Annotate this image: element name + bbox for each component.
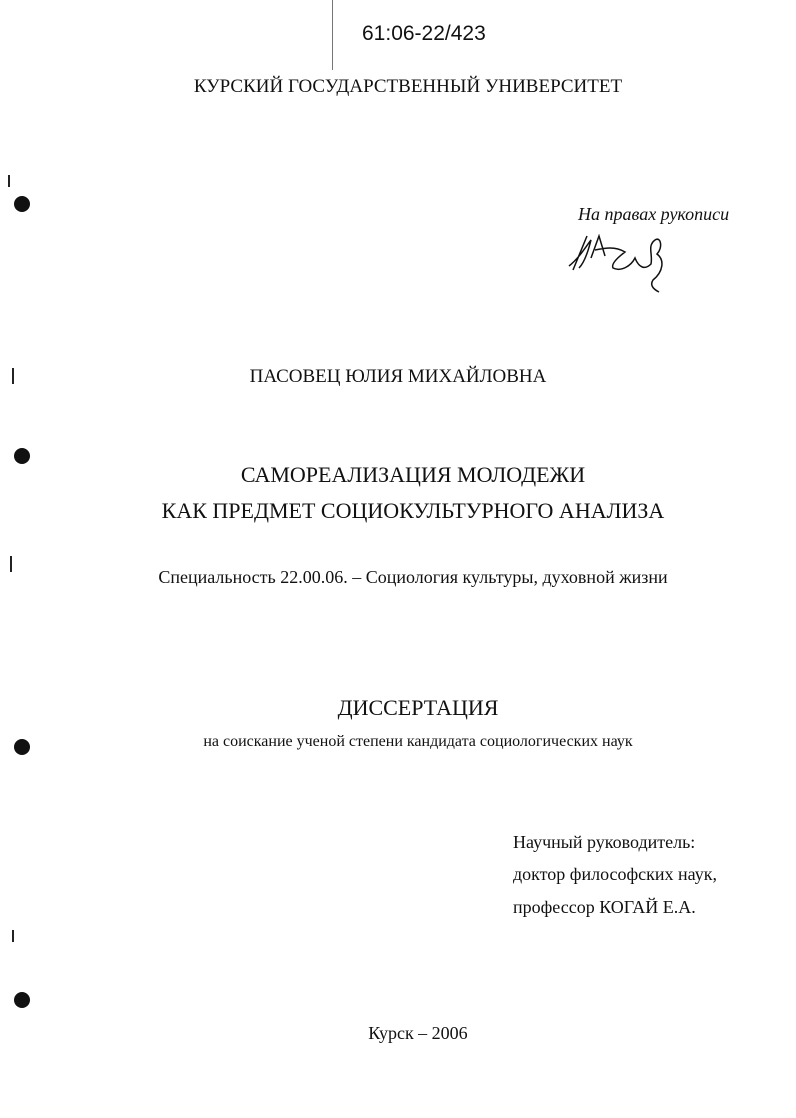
supervisor-degree: доктор философских наук,	[513, 864, 717, 884]
supervisor-label: Научный руководитель:	[513, 832, 696, 852]
document-type: ДИССЕРТАЦИЯ	[337, 695, 499, 720]
title-line-2: КАК ПРЕДМЕТ СОЦИОКУЛЬТУРНОГО АНАЛИЗА	[161, 498, 665, 523]
binder-hole	[14, 739, 30, 755]
scan-mark	[12, 368, 14, 384]
specialty: Специальность 22.00.06. – Социология культуры, духовной жизни	[158, 567, 668, 587]
scan-line	[332, 0, 333, 70]
author-name: ПАСОВЕЦ ЮЛИЯ МИХАЙЛОВНА	[249, 366, 547, 387]
scan-mark	[12, 930, 14, 942]
archive-code: 61:06-22/423	[362, 22, 486, 45]
degree: на соискание ученой степени кандидата социологических наук	[203, 733, 633, 750]
university-name: КУРСКИЙ ГОСУДАРСТВЕННЫЙ УНИВЕРСИТЕТ	[193, 76, 623, 97]
binder-hole	[14, 196, 30, 212]
title-line-1: САМОРЕАЛИЗАЦИЯ МОЛОДЕЖИ	[240, 462, 586, 487]
binder-hole	[14, 448, 30, 464]
scan-mark	[8, 175, 10, 187]
binder-hole	[14, 992, 30, 1008]
city-year: Курск – 2006	[368, 1023, 468, 1043]
signature	[565, 228, 675, 293]
scan-mark	[10, 556, 12, 572]
supervisor-name: профессор КОГАЙ Е.А.	[513, 897, 696, 917]
manuscript-rights: На правах рукописи	[578, 204, 730, 224]
